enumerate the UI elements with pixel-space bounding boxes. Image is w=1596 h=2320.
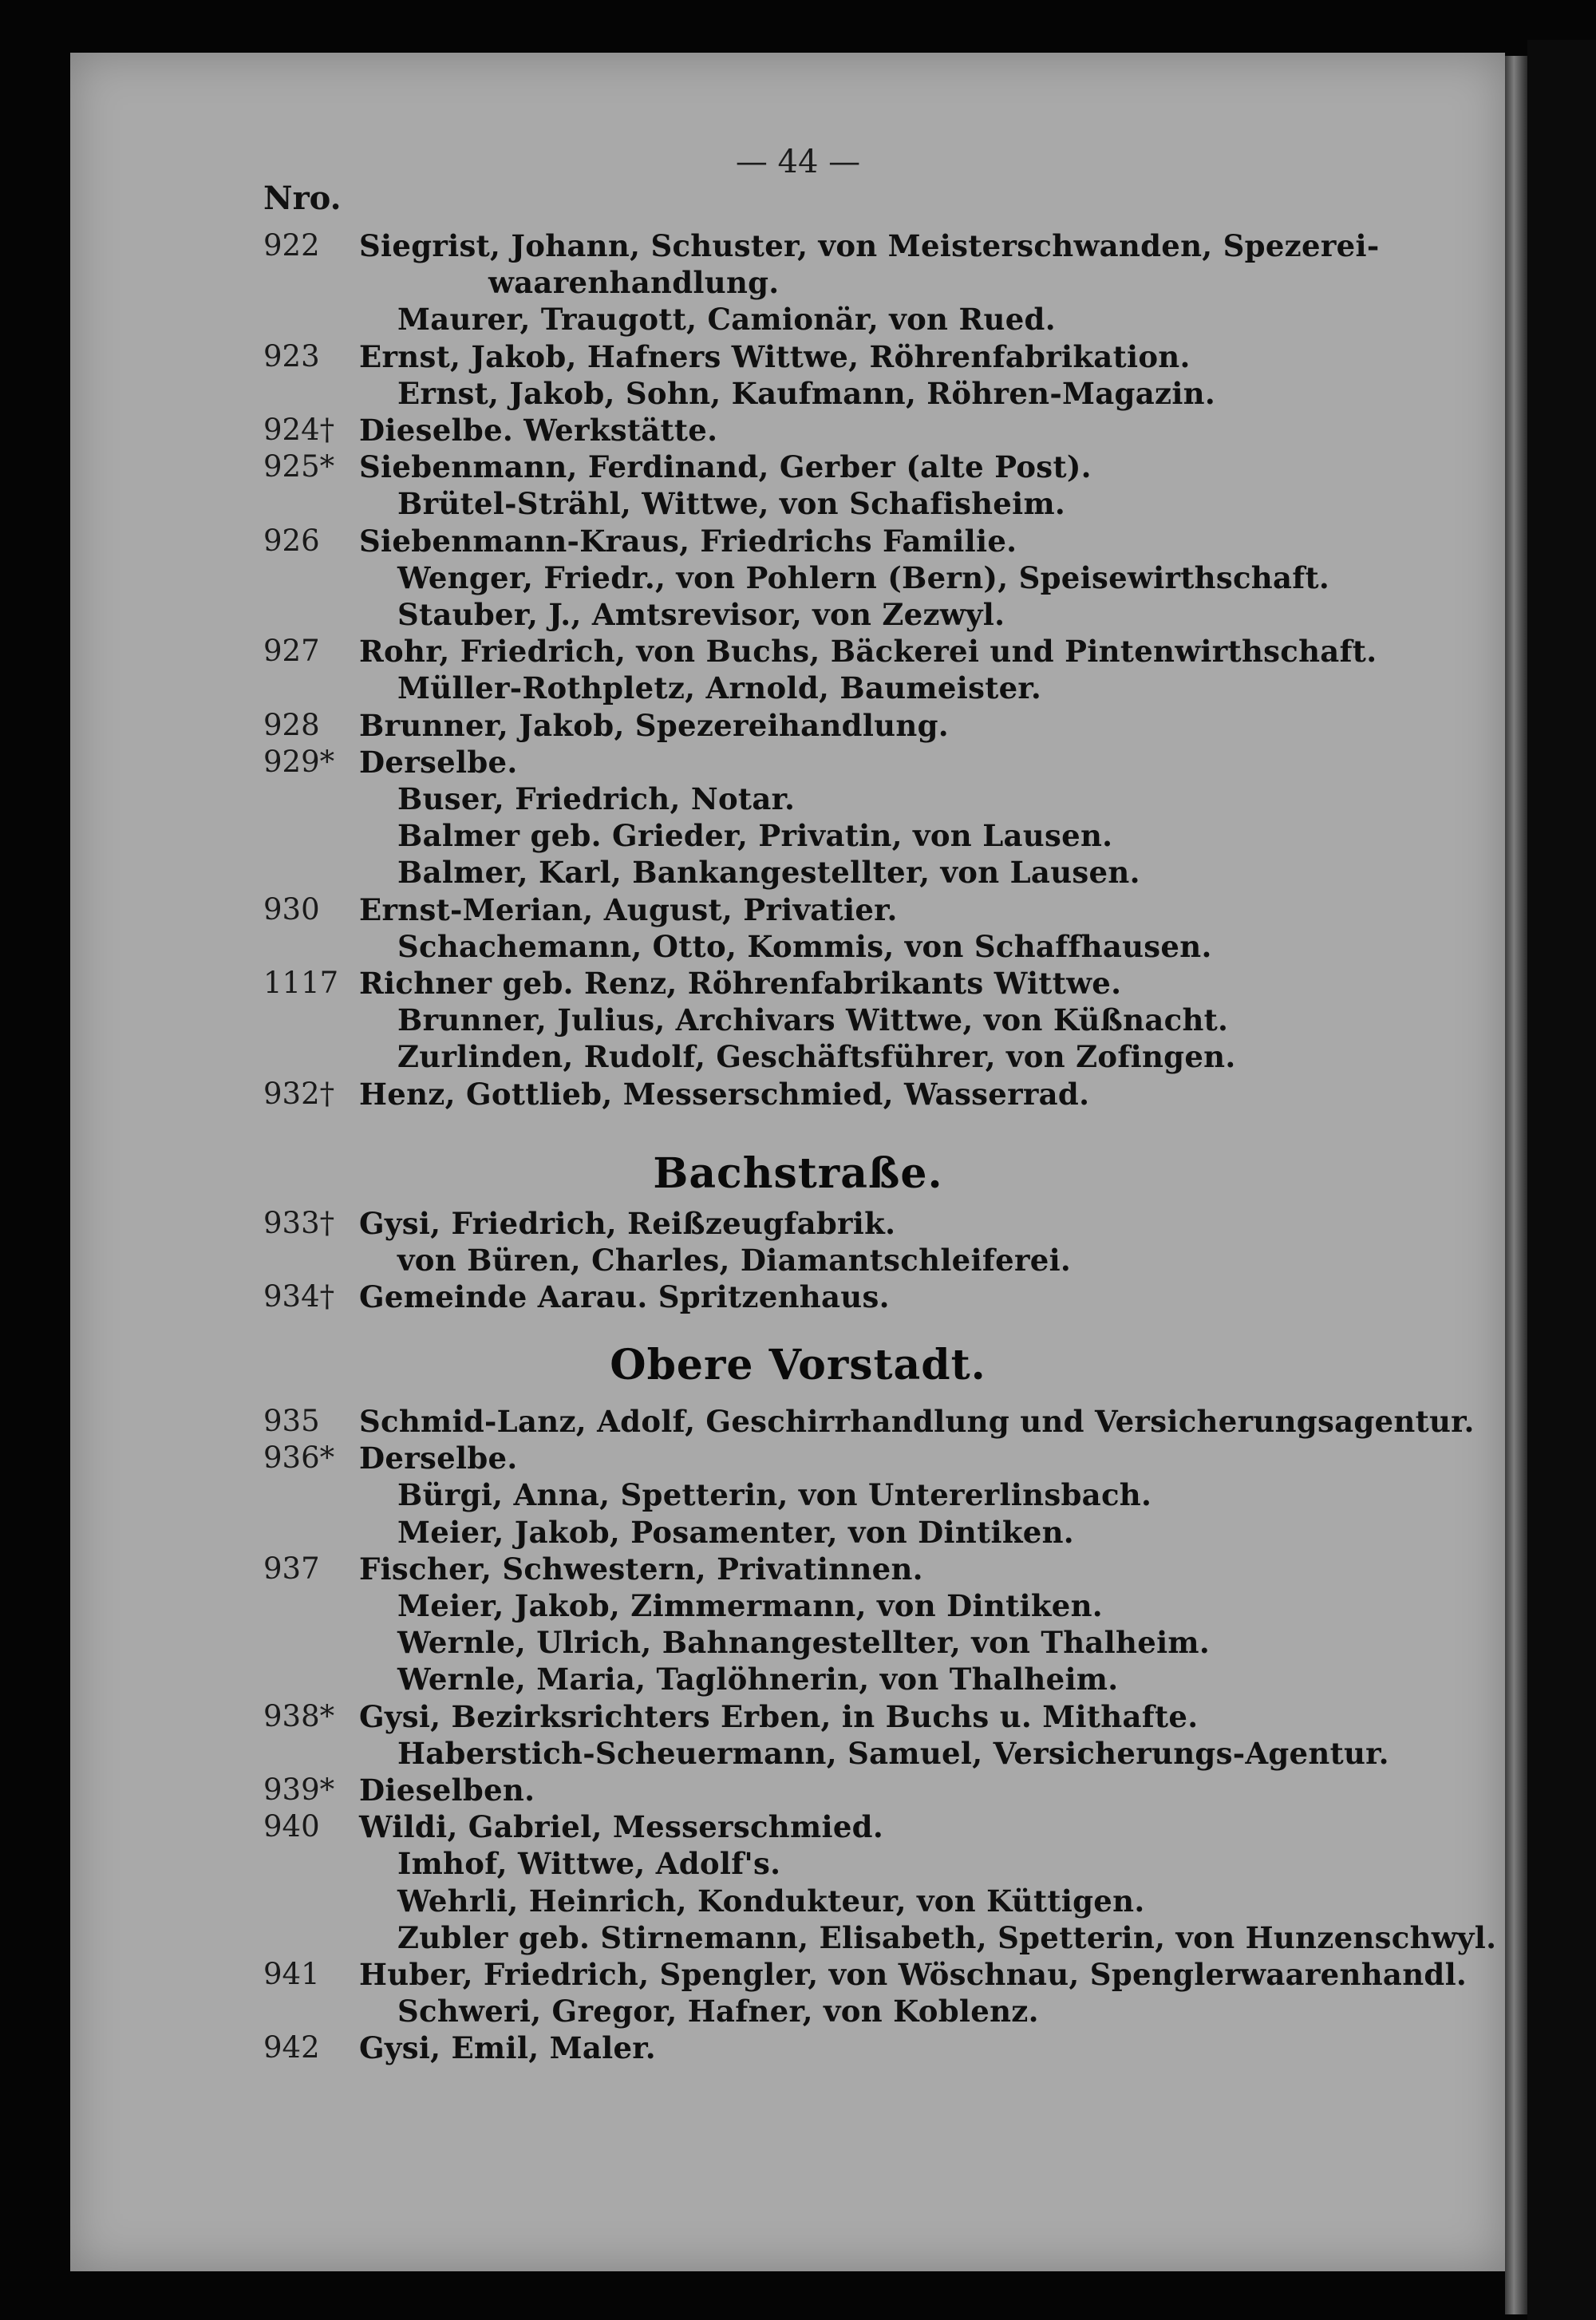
directory-entry [0,854,1436,891]
resident-text: Gysi, Friedrich, Reißzeugfabrik. [359,1206,896,1241]
resident-text: Wenger, Friedr., von Pohlern (Bern), Speisewirthschaft. [397,560,1330,595]
house-number: 922 [263,228,320,263]
resident-text: Wehrli, Heinrich, Kondukteur, von Küttigen. [397,1883,1145,1919]
resident-text: Siegrist, Johann, Schuster, von Meisterschwanden, Spezerei- [359,228,1380,263]
resident-text: Wernle, Ulrich, Bahnangestellter, von Thalheim. [397,1625,1211,1660]
resident-text: Meier, Jakob, Posamenter, von Dintiken. [397,1515,1074,1550]
house-number: 927 [263,634,320,668]
directory-entry [0,1993,1436,2030]
house-number: 939* [263,1773,335,1807]
resident-text: Siebenmann-Kraus, Friedrichs Familie. [359,524,1017,559]
resident-text: Zubler geb. Stirnemann, Elisabeth, Spetterin, von Hunzenschwyl. [397,1920,1497,1955]
resident-text: Schmid-Lanz, Adolf, Geschirrhandlung und Versicherungsagentur. [359,1404,1475,1439]
resident-text: Müller-Rothpletz, Arnold, Baumeister. [397,670,1042,705]
resident-text: waarenhandlung. [488,265,780,300]
directory-entry [0,1440,1436,1476]
resident-text: Gemeinde Aarau. Spritzenhaus. [359,1279,890,1314]
directory-entry [0,523,1436,559]
house-number: 932† [263,1077,335,1111]
resident-text: Bürgi, Anna, Spetterin, von Untererlinsbach. [397,1477,1152,1512]
directory-entry [0,744,1436,781]
resident-text: Ernst-Merian, August, Privatier. [359,892,898,927]
directory-entry [0,264,1436,301]
resident-text: Huber, Friedrich, Spengler, von Wöschnau, Spenglerwaarenhandl. [359,1957,1468,1992]
directory-entry [0,1919,1497,1956]
directory-entry [0,301,1436,338]
directory-entry [0,1403,1475,1440]
resident-text: Haberstich-Scheuermann, Samuel, Versicherungs-Agentur. [397,1736,1389,1771]
directory-entry [0,1698,1436,1735]
resident-text: Gysi, Emil, Maler. [359,2030,656,2065]
house-number: 923 [263,339,320,373]
house-number: 925* [263,449,335,484]
house-number: 937 [263,1551,320,1586]
resident-text: Brunner, Julius, Archivars Wittwe, von Küßnacht. [397,1002,1229,1037]
house-number: 935 [263,1404,320,1438]
resident-text: Ernst, Jakob, Hafners Wittwe, Röhrenfabrikation. [359,339,1191,374]
directory-entry [0,1883,1436,1919]
house-number: 941 [263,1957,320,1991]
resident-text: Meier, Jakob, Zimmermann, von Dintiken. [397,1588,1103,1623]
directory-entry [0,1735,1436,1772]
house-number: 929* [263,745,335,779]
directory-entry [0,227,1436,264]
resident-text: Richner geb. Renz, Röhrenfabrikants Wittwe. [359,966,1122,1001]
directory-entry [0,449,1436,485]
resident-text: Imhof, Wittwe, Adolf's. [397,1846,781,1881]
resident-text: Fischer, Schwestern, Privatinnen. [359,1551,923,1587]
resident-text: Zurlinden, Rudolf, Geschäftsführer, von Zofingen. [397,1039,1236,1074]
resident-text: Ernst, Jakob, Sohn, Kaufmann, Röhren-Magazin. [397,376,1216,411]
resident-text: Derselbe. [359,745,518,780]
directory-entry [0,2030,1436,2066]
resident-text: Stauber, J., Amtsrevisor, von Zezwyl. [397,597,1005,632]
directory-entry [0,375,1436,412]
house-number: 933† [263,1206,335,1240]
resident-text: Dieselben. [359,1773,535,1808]
resident-text: von Büren, Charles, Diamantschleiferei. [397,1243,1072,1278]
resident-text: Brütel-Strähl, Wittwe, von Schafisheim. [397,486,1066,521]
resident-text: Balmer geb. Grieder, Privatin, von Lausen. [397,818,1113,853]
directory-entry [0,1772,1436,1808]
directory-entry [0,1624,1436,1661]
directory-entry [0,412,1436,449]
house-number: 934† [263,1279,335,1314]
resident-text: Buser, Friedrich, Notar. [397,781,796,816]
resident-text: Wildi, Gabriel, Messerschmied. [359,1809,884,1844]
page-number: — 44 — [735,144,861,180]
resident-text: Schweri, Gregor, Hafner, von Koblenz. [397,1994,1039,2029]
house-number: 926 [263,524,320,558]
directory-entry [0,633,1436,670]
directory-entry [0,1279,1436,1315]
directory-entry [0,928,1436,965]
house-number: 940 [263,1809,320,1844]
resident-text: Dieselbe. Werkstätte. [359,413,718,448]
resident-text: Brunner, Jakob, Spezereihandlung. [359,708,949,743]
resident-text: Wernle, Maria, Taglöhnerin, von Thalheim. [397,1662,1119,1697]
resident-text: Rohr, Friedrich, von Buchs, Bäckerei und Pintenwirthschaft. [359,634,1377,669]
directory-entry [0,1587,1436,1624]
directory-entry [0,596,1436,633]
directory-entry [0,1845,1436,1882]
directory-entry [0,338,1436,375]
house-number: 928 [263,708,320,742]
directory-entry [0,1551,1436,1587]
directory-entry [0,781,1436,817]
directory-entry [0,1661,1436,1698]
directory-entry [0,707,1436,744]
directory-entry [0,1205,1436,1242]
house-number: 936* [263,1441,335,1475]
resident-text: Balmer, Karl, Bankangestellter, von Lausen. [397,855,1140,890]
resident-text: Henz, Gottlieb, Messerschmied, Wasserrad. [359,1077,1090,1112]
directory-entry [0,670,1436,706]
resident-text: Maurer, Traugott, Camionär, von Rued. [397,302,1056,337]
directory-entry [0,1002,1436,1038]
column-label: Nro. [263,180,342,217]
resident-text: Gysi, Bezirksrichters Erben, in Buchs u. Mithafte. [359,1699,1199,1734]
house-number: 1117 [263,966,339,1000]
directory-entry [0,891,1436,928]
house-number: 938* [263,1699,335,1733]
section-heading: Obere Vorstadt. [610,1341,986,1389]
directory-entry [0,1476,1436,1513]
section-heading: Bachstraße. [653,1149,943,1198]
directory-entry [0,485,1436,522]
directory-entry [0,1956,1468,1993]
directory-entry [0,1076,1436,1113]
directory-entry [0,965,1436,1002]
resident-text: Derselbe. [359,1441,518,1476]
directory-entry [0,1242,1436,1279]
directory-entry [0,1514,1436,1551]
house-number: 924† [263,413,335,447]
directory-entry [0,1038,1436,1075]
resident-text: Siebenmann, Ferdinand, Gerber (alte Post). [359,449,1092,484]
directory-entry [0,817,1436,854]
house-number: 942 [263,2030,320,2065]
resident-text: Schachemann, Otto, Kommis, von Schaffhausen. [397,929,1212,964]
directory-entry [0,1808,1436,1845]
directory-entry [0,559,1436,596]
house-number: 930 [263,892,320,927]
